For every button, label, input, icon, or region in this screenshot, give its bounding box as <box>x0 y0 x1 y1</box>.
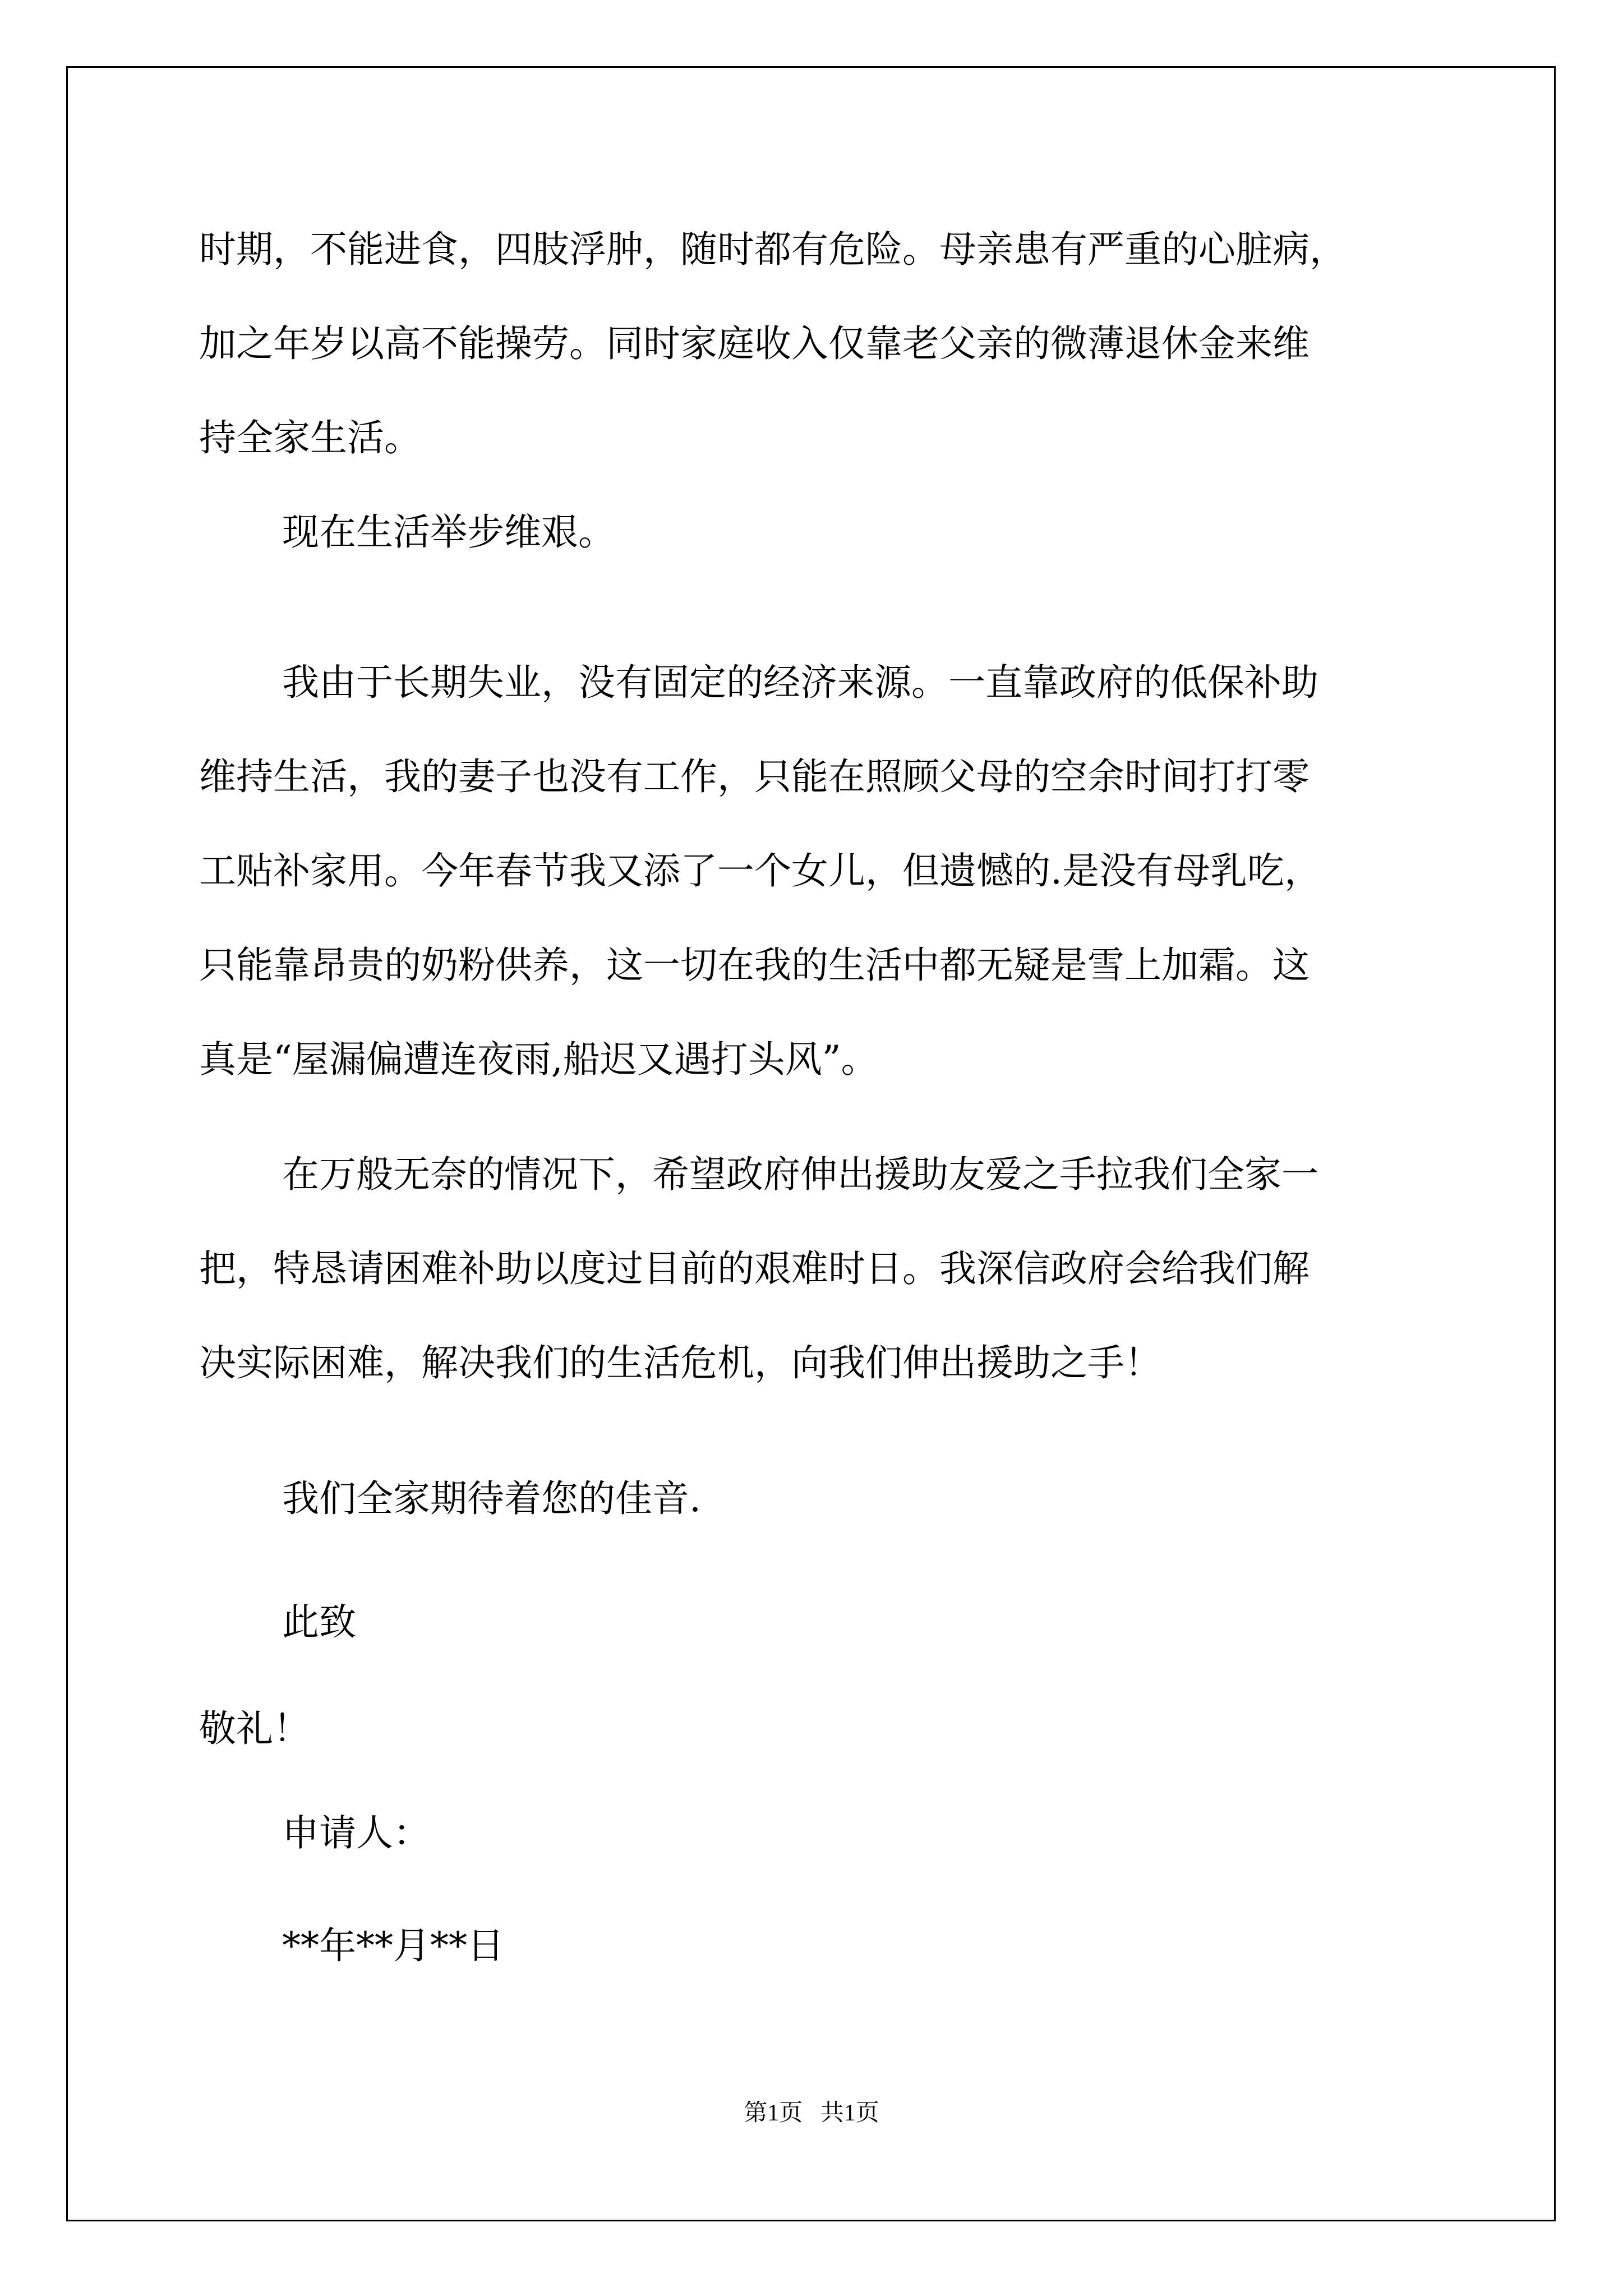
text-line: 我们全家期待着您的佳音. <box>282 1477 701 1520</box>
text-line: 只能靠昂贵的奶粉供养，这一切在我的生活中都无疑是雪上加霜。这 <box>199 944 1310 987</box>
text-line: 加之年岁以高不能操劳。同时家庭收入仅靠老父亲的微薄退休金来维 <box>199 322 1310 365</box>
text-line: 时期，不能进食，四肢浮肿，随时都有危险。母亲患有严重的心脏病， <box>199 228 1347 271</box>
text-line: 把，特恳请困难补助以度过目前的艰难时日。我深信政府会给我们解 <box>199 1247 1310 1290</box>
text-line: 我由于长期失业，没有固定的经济来源。一直靠政府的低保补助 <box>282 661 1318 704</box>
closing-respect: 敬礼！ <box>199 1707 310 1750</box>
text-line: 工贴补家用。今年春节我又添了一个女儿，但遗憾的.是没有母乳吃， <box>199 849 1321 892</box>
text-line: 维持生活，我的妻子也没有工作，只能在照顾父母的空余时间打打零 <box>199 755 1310 798</box>
closing-salutation: 此致 <box>282 1600 356 1644</box>
text-line: 决实际困难，解决我们的生活危机，向我们伸出援助之手！ <box>199 1341 1161 1384</box>
text-line: 真是“屋漏偏遭连夜雨,船迟又遇打头风”。 <box>199 1038 878 1081</box>
text-line: 现在生活举步维艰。 <box>282 510 615 554</box>
applicant-label: 申请人： <box>282 1811 430 1855</box>
page-border <box>66 66 1556 2221</box>
date-line: **年**月**日 <box>282 1924 504 1967</box>
text-line: 在万般无奈的情况下，希望政府伸出援助友爱之手拉我们全家一 <box>282 1153 1318 1196</box>
page-footer: 第1页 共1页 <box>744 2100 879 2126</box>
text-line: 持全家生活。 <box>199 416 421 459</box>
